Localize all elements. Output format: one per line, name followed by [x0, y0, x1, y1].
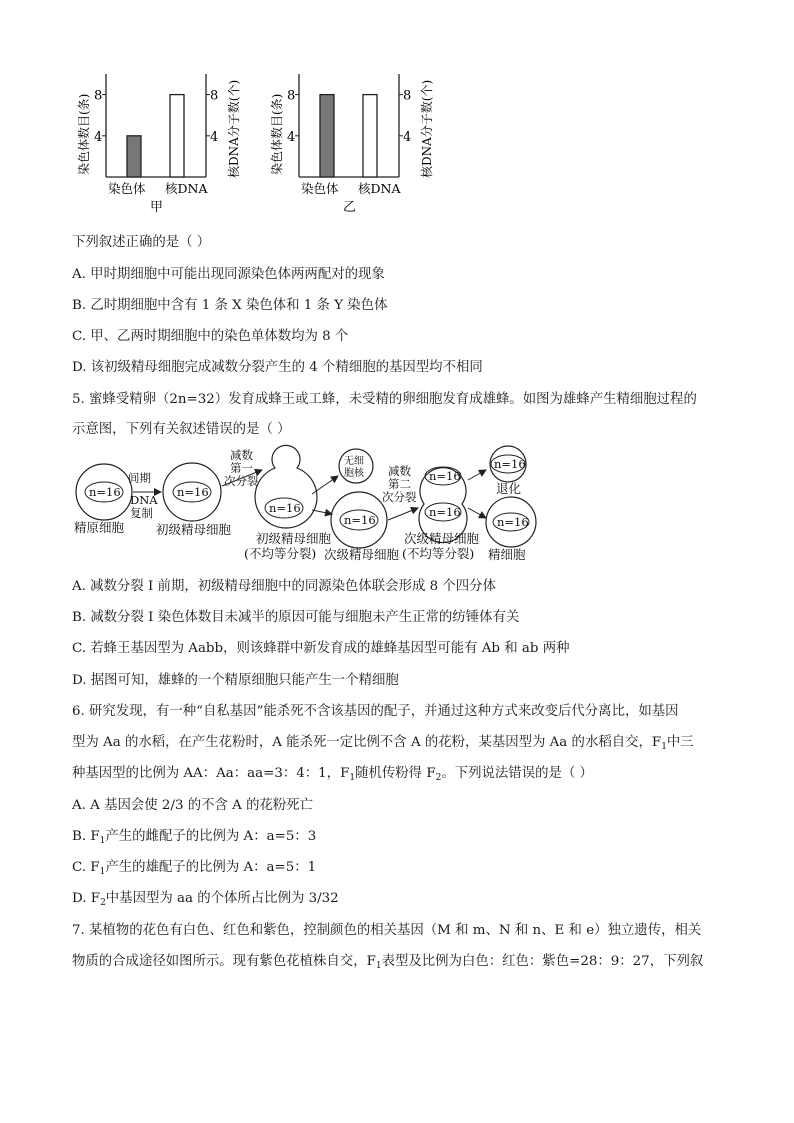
spermatogenesis-diagram	[68, 446, 548, 568]
nucleus-label: n=16	[177, 485, 209, 499]
nucleus-label: n=16	[269, 501, 301, 515]
arrow	[388, 508, 418, 520]
meiosis2-label: 第二	[388, 477, 411, 491]
arrow	[312, 510, 332, 514]
y-tick-label: 4	[287, 129, 296, 145]
nucleus-label: n=16	[344, 513, 376, 527]
dividing-primary-cell	[255, 445, 317, 528]
secondary-spermatocyte-label: 次级精母细胞	[324, 547, 400, 562]
bar-chromosome	[320, 95, 334, 177]
y-tick-label: 8	[94, 88, 103, 104]
no-nucleus-label: 胞核	[344, 468, 364, 479]
y-tick-label: 4	[403, 129, 412, 145]
arrow	[468, 508, 486, 518]
category-label: 核DNA	[165, 181, 208, 196]
charts-area	[60, 60, 434, 220]
q6-option-b: B. $F_1$产生的雌配子的比例为 A：a=5：3	[72, 829, 317, 846]
spermatogonium-label: 精原细胞	[74, 520, 125, 535]
degenerate-label: 退化	[496, 481, 522, 496]
q5-option-b: B. 减数分裂 I 染色体数目未减半的原因可能与细胞未产生正常的纺锤体有关	[72, 610, 520, 625]
primary-spermatocyte-label: 初级精母细胞	[256, 531, 332, 546]
y-tick-label: 4	[94, 129, 103, 145]
nucleus-label: n=16	[89, 485, 121, 499]
y-tick-label: 8	[403, 88, 412, 104]
category-label: 核DNA	[358, 181, 401, 196]
q5-option-c: C. 若蜂王基因型为 Aabb，则该蜂群中新发育成的雄蜂基因型可能有 Ab 和 ab 两种	[72, 641, 570, 656]
bar-nuclear-dna	[170, 95, 184, 177]
nucleus-label: n=16	[429, 505, 461, 519]
q6-option-c: C. $F_1$产生的雄配子的比例为 A：a=5：1	[72, 860, 317, 877]
left-axis-label: 染色体数目(条)	[77, 93, 91, 175]
nucleus-label: n=16	[429, 469, 461, 483]
q6-stem-line1: 6. 研究发现，有一种“自私基因”能杀死不含该基因的配子，并通过这种方式来改变后代分离比，如基因	[72, 704, 679, 719]
q6-option-d: D. $F_2$中基因型为 aa 的个体所占比例为 3/32	[72, 891, 339, 908]
meiosis1-label: 次分裂	[224, 474, 259, 488]
nucleus-label: n=16	[494, 457, 526, 471]
category-label: 染色体	[301, 181, 339, 196]
meiosis2-label: 次分裂	[382, 490, 417, 504]
chart-jia	[76, 74, 241, 215]
q5-stem-line2: 示意图，下列有关叙述错误的是（ ）	[72, 422, 291, 437]
q4-option-a: A. 甲时期细胞中可能出现同源染色体两两配对的现象	[72, 267, 385, 282]
y-tick-label: 4	[210, 129, 219, 145]
no-nucleus-label: 无细	[344, 456, 364, 467]
q5-option-a: A. 减数分裂 I 前期，初级精母细胞中的同源染色体联会形成 8 个四分体	[72, 579, 496, 594]
chart-yi	[269, 74, 434, 215]
meiosis1-label: 减数	[230, 448, 253, 462]
q5-option-d: D. 据图可知，雄蜂的一个精原细胞只能产生一个精细胞	[72, 673, 399, 688]
meiosis1-label: 第一	[230, 461, 253, 475]
q4-stem: 下列叙述正确的是（ ）	[72, 235, 211, 250]
right-axis-label: 核DNA分子数(个)	[227, 79, 241, 178]
arrow	[312, 476, 338, 494]
q6-stem-line3: 种基因型的比例为 AA：Aa：aa=3：4：1，$F_1$随机传粉得 $F_2$。下列说法错误的是（ ）	[72, 766, 593, 783]
chart-title: 乙	[343, 200, 357, 215]
right-axis-label: 核DNA分子数(个)	[420, 79, 434, 178]
sperm-label: 精细胞	[488, 547, 526, 562]
nucleus-label: n=16	[497, 515, 529, 529]
meiosis2-label: 减数	[388, 464, 411, 478]
chart-title: 甲	[150, 200, 164, 215]
bar-nuclear-dna	[363, 95, 377, 177]
arrow	[468, 470, 486, 480]
y-tick-label: 8	[287, 88, 296, 104]
unequal-division-label: (不均等分裂)	[402, 546, 475, 561]
dna-copy-label: 复制	[130, 506, 153, 520]
q6-stem-line2: 型为 Aa 的水稻，在产生花粉时，A 能杀死一定比例不含 A 的花粉，某基因型为 Aa 的水稻自交，$F_1$中三	[72, 735, 694, 752]
primary-spermatocyte-label: 初级精母细胞	[156, 522, 232, 537]
left-axis-label: 染色体数目(条)	[270, 93, 284, 175]
q5-stem-line1: 5. 蜜蜂受精卵（2n=32）发育成蜂王或工蜂，未受精的卵细胞发育成雄蜂。如图为雄蜂产生精细胞过程的	[72, 392, 697, 407]
category-label: 染色体	[108, 181, 146, 196]
q4-option-b: B. 乙时期细胞中含有 1 条 X 染色体和 1 条 Y 染色体	[72, 298, 388, 313]
q6-option-a: A. A 基因会使 2/3 的不含 A 的花粉死亡	[72, 798, 314, 813]
bar-chromosome	[127, 136, 141, 177]
q4-option-d: D. 该初级精母细胞完成减数分裂产生的 4 个精细胞的基因型均不相同	[72, 360, 483, 375]
y-tick-label: 8	[210, 88, 219, 104]
q4-option-c: C. 甲、乙两时期细胞中的染色单体数均为 8 个	[72, 329, 349, 344]
secondary-spermatocyte-label: 次级精母细胞	[404, 531, 480, 546]
q7-stem-line2: 物质的合成途径如图所示。现有紫色花植株自交，$F_1$表型及比例为白色：红色：紫色=28：9：27，下列叙	[72, 954, 704, 971]
dna-copy-label: DNA	[130, 493, 158, 507]
unequal-division-label: (不均等分裂)	[244, 546, 317, 561]
interphase-label: 间期	[128, 471, 151, 485]
q7-stem-line1: 7. 某植物的花色有白色、红色和紫色，控制颜色的相关基因（M 和 m、N 和 n、E 和 e）独立遗传，相关	[72, 923, 702, 938]
